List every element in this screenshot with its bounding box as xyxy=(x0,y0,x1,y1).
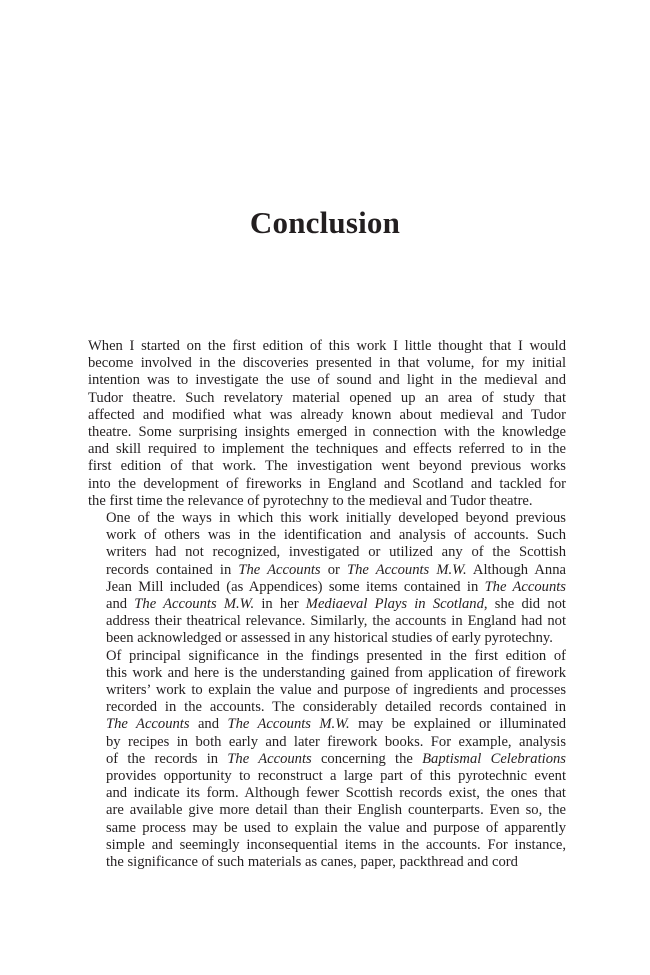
text-segment: and indicate its form. Although fewer Scottish records exist, the ones that xyxy=(106,785,566,802)
text-segment: Tudor theatre. Such revelatory material opened up an area of study that xyxy=(88,389,566,406)
text-segment: or xyxy=(320,561,347,578)
text-line xyxy=(88,854,566,871)
text-segment: been acknowledged or assessed in any historical studies of early pyrotechny. xyxy=(106,630,553,647)
text-line xyxy=(88,837,566,854)
text-line xyxy=(88,510,566,527)
text-line xyxy=(88,751,566,768)
text-line xyxy=(88,476,566,493)
text-line xyxy=(88,338,566,355)
text-segment: writers had not recognized, investigated or utilized any of the Scottish xyxy=(106,544,566,561)
text-segment: recorded in the accounts. The considerably detailed records contained in xyxy=(106,699,566,716)
italic-text: The Accounts xyxy=(484,578,566,595)
text-segment: and xyxy=(106,596,135,613)
text-segment: into the development of fireworks in England and Scotland and tackled for xyxy=(88,475,566,492)
italic-text: Mediaeval Plays in Scotland xyxy=(305,596,484,613)
text-line xyxy=(88,544,566,561)
italic-text: Baptismal Celebrations xyxy=(422,750,566,767)
chapter-body xyxy=(88,338,566,871)
text-line xyxy=(88,699,566,716)
text-segment: Of principal significance in the findings presented in the first edition of xyxy=(106,647,566,664)
text-segment: the significance of such materials as canes, paper, packthread and cord xyxy=(106,854,518,871)
text-segment: same process may be used to explain the value and purpose of apparently xyxy=(106,819,566,836)
text-segment: Jean Mill included (as Appendices) some items contained in xyxy=(106,578,485,595)
text-line xyxy=(88,630,566,647)
chapter-title: Conclusion xyxy=(249,205,401,240)
italic-text: The Accounts xyxy=(227,750,312,767)
text-line xyxy=(88,716,566,733)
text-segment: simple and seemingly inconsequential items in the accounts. For instance, xyxy=(106,836,566,853)
text-segment: concerning the xyxy=(311,750,423,767)
text-segment: may be explained or illuminated xyxy=(349,716,566,733)
text-segment: and xyxy=(189,716,228,733)
text-line xyxy=(88,527,566,544)
text-line xyxy=(88,665,566,682)
paragraph xyxy=(88,510,566,648)
text-segment: become involved in the discoveries presented in that volume, for my initial xyxy=(88,355,566,372)
text-segment: records contained in xyxy=(106,561,239,578)
text-segment: address their theatrical relevance. Similarly, the accounts in England had not xyxy=(106,613,566,630)
italic-text: The Accounts M.W. xyxy=(134,596,255,613)
text-segment: provides opportunity to reconstruct a large part of this pyrotechnic event xyxy=(106,768,566,785)
text-segment: Although Anna xyxy=(466,561,566,578)
text-segment: affected and modified what was already known about medieval and Tudor xyxy=(88,406,566,423)
italic-text: The Accounts M.W. xyxy=(227,716,350,733)
italic-text: The Accounts xyxy=(106,716,190,733)
text-line xyxy=(88,648,566,665)
text-line xyxy=(88,493,566,510)
text-segment: by recipes in both early and later firework books. For example, analysis xyxy=(106,733,566,750)
text-segment: When I started on the first edition of this work I little thought that I would xyxy=(88,338,566,354)
text-segment: of the records in xyxy=(106,750,228,767)
text-segment: the first time the relevance of pyrotechny to the medieval and Tudor theatre. xyxy=(88,492,533,509)
italic-text: The Accounts xyxy=(238,561,321,578)
text-segment: theatre. Some surprising insights emerged in connection with the knowledge xyxy=(88,424,566,441)
text-segment: writers’ work to explain the value and purpose of ingredients and processes xyxy=(106,682,566,699)
text-line xyxy=(88,441,566,458)
text-line xyxy=(88,820,566,837)
italic-text: The Accounts M.W. xyxy=(347,561,467,578)
text-segment: intention was to investigate the use of sound and light in the medieval and xyxy=(88,372,566,389)
text-line xyxy=(88,458,566,475)
text-line xyxy=(88,682,566,699)
text-segment: in her xyxy=(254,596,306,613)
text-line xyxy=(88,802,566,819)
text-segment: work of others was in the identification and analysis of accounts. Such xyxy=(106,527,566,544)
text-line xyxy=(88,768,566,785)
text-segment: One of the ways in which this work initially developed beyond previous xyxy=(106,510,566,527)
text-segment: first edition of that work. The investigation went beyond previous works xyxy=(88,458,566,475)
text-line xyxy=(88,562,566,579)
text-line xyxy=(88,372,566,389)
text-line xyxy=(88,407,566,424)
text-line xyxy=(88,596,566,613)
text-line xyxy=(88,613,566,630)
text-segment: this work and here is the understanding gained from application of firework xyxy=(106,664,566,681)
text-segment: , she did not xyxy=(483,596,566,613)
text-segment: are available give more detail than their English counterparts. Even so, the xyxy=(106,802,566,819)
paragraph xyxy=(88,648,566,872)
text-line xyxy=(88,424,566,441)
text-line xyxy=(88,390,566,407)
text-line xyxy=(88,579,566,596)
text-line xyxy=(88,785,566,802)
text-segment: and skill required to implement the techniques and effects referred to in the xyxy=(88,441,566,458)
paragraph xyxy=(88,338,566,510)
text-line xyxy=(88,355,566,372)
text-line xyxy=(88,734,566,751)
